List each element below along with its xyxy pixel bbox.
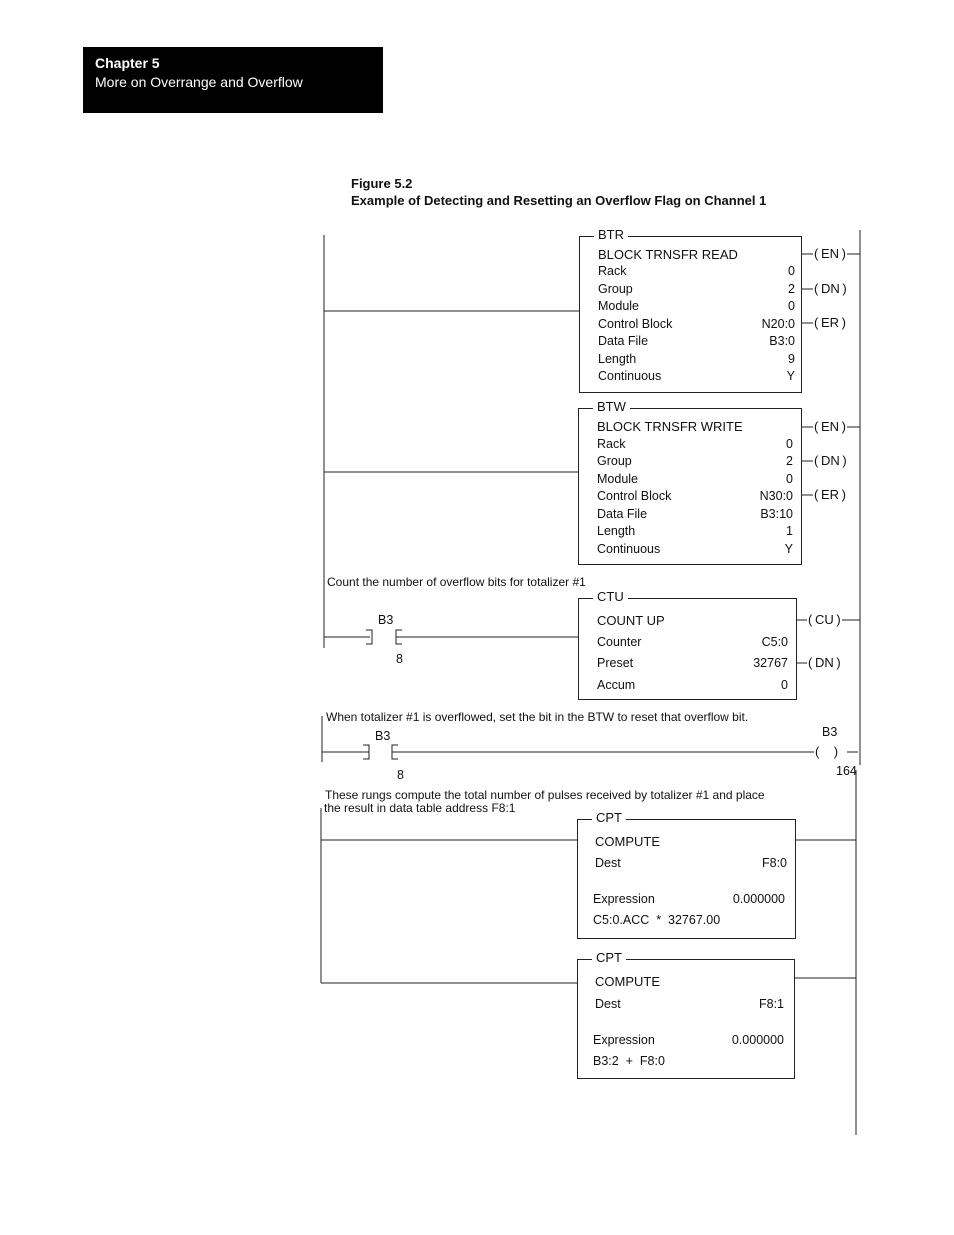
ctu-row-value: 0 xyxy=(781,678,788,692)
figure-caption: Example of Detecting and Resetting an Overflow Flag on Channel 1 xyxy=(351,193,767,208)
btr-row-label: Data File xyxy=(598,334,649,348)
cpt-block xyxy=(577,810,796,939)
btw-tag: BTW xyxy=(593,399,630,414)
btw-dn-coil: ( DN ) xyxy=(814,453,847,468)
cpt-name: COMPUTE xyxy=(595,834,660,849)
coil-label: CU xyxy=(814,612,834,627)
btw-er-coil: ( ER ) xyxy=(814,487,846,502)
btr-dn-coil: ( DN ) xyxy=(814,281,847,296)
btw-name: BLOCK TRNSFR WRITE xyxy=(597,419,743,434)
contact-address: B3 xyxy=(378,613,394,627)
ctu-tag: CTU xyxy=(593,589,628,604)
cpt-expression-label: Expression xyxy=(593,1033,655,1047)
btw-row-label: Group xyxy=(597,454,632,468)
chapter-subtitle: More on Overrange and Overflow xyxy=(95,74,303,90)
cpt-dest-value: F8:1 xyxy=(758,997,784,1011)
btw-block xyxy=(578,399,802,565)
rung-comment: the result in data table address F8:1 xyxy=(324,801,516,815)
cpt-block xyxy=(577,950,795,1079)
btw-row-value: N30:0 xyxy=(759,489,793,503)
btr-row-label: Rack xyxy=(598,264,627,278)
btr-er-coil: ( ER ) xyxy=(814,315,846,330)
cpt-expression: C5:0.ACC * 32767.00 xyxy=(593,913,721,927)
contact-bit: 8 xyxy=(397,768,404,782)
btr-row-label: Module xyxy=(598,299,639,313)
btw-row-label: Control Block xyxy=(597,489,672,503)
cpt-expression-label: Expression xyxy=(593,892,655,906)
output-coil: ( ) xyxy=(815,744,839,759)
btr-name: BLOCK TRNSFR READ xyxy=(598,247,738,262)
btr-row-value: N20:0 xyxy=(761,317,795,331)
cpt-expression-value: 0.000000 xyxy=(731,1033,784,1047)
coil-bit: 164 xyxy=(836,764,857,778)
ctu-row-label: Counter xyxy=(597,635,642,649)
rung-comment: These rungs compute the total number of pulses received by totalizer #1 and place xyxy=(325,788,765,802)
btr-row-value: B3:0 xyxy=(769,334,795,348)
contact-address: B3 xyxy=(375,729,391,743)
btr-row-label: Continuous xyxy=(598,369,662,383)
btr-row-label: Length xyxy=(598,352,637,366)
figure-number: Figure 5.2 xyxy=(351,176,413,191)
coil-label: EN xyxy=(820,419,839,434)
btw-row-label: Data File xyxy=(597,507,648,521)
btw-row-value: 0 xyxy=(786,472,793,486)
ctu-row-label: Preset xyxy=(597,656,634,670)
ctu-name: COUNT UP xyxy=(597,613,665,628)
btr-row-value: 9 xyxy=(788,352,795,366)
btw-row-label: Length xyxy=(597,524,636,538)
btw-row-value: 0 xyxy=(786,437,793,451)
cpt-tag: CPT xyxy=(592,950,626,965)
ctu-row-value: 32767 xyxy=(753,656,788,670)
cpt-dest-value: F8:0 xyxy=(761,856,787,870)
cpt-name: COMPUTE xyxy=(595,974,660,989)
coil-label: ER xyxy=(820,315,839,330)
btw-row-label: Module xyxy=(597,472,638,486)
btr-block xyxy=(579,227,802,393)
btr-row-value: 0 xyxy=(788,264,795,278)
btr-tag: BTR xyxy=(594,227,628,242)
coil-label: DN xyxy=(820,281,840,296)
ctu-block xyxy=(578,589,797,700)
btr-row-value: 2 xyxy=(788,282,795,296)
btw-row-label: Continuous xyxy=(597,542,661,556)
coil-label: DN xyxy=(814,655,834,670)
cpt-expression: B3:2 + F8:0 xyxy=(593,1054,665,1068)
btr-en-coil: ( EN ) xyxy=(814,246,846,261)
cpt-dest-label: Dest xyxy=(595,856,621,870)
rung-comment: Count the number of overflow bits for totalizer #1 xyxy=(327,575,586,589)
contact-bit: 8 xyxy=(396,652,403,666)
rung-comment: When totalizer #1 is overflowed, set the bit in the BTW to reset that overflow bit. xyxy=(326,710,749,724)
cpt-expression-value: 0.000000 xyxy=(732,892,785,906)
btw-row-value: 1 xyxy=(786,524,793,538)
btr-row-value: Y xyxy=(786,369,795,383)
btw-row-value: B3:10 xyxy=(760,507,793,521)
coil-label: EN xyxy=(820,246,839,261)
btw-row-value: 2 xyxy=(786,454,793,468)
ctu-row-value: C5:0 xyxy=(761,635,788,649)
btw-row-label: Rack xyxy=(597,437,626,451)
ctu-cu-coil: ( CU ) xyxy=(808,612,841,627)
btw-row-value: Y xyxy=(784,542,793,556)
btr-row-label: Control Block xyxy=(598,317,673,331)
coil-label: ER xyxy=(820,487,839,502)
cpt-dest-label: Dest xyxy=(595,997,621,1011)
btw-en-coil: ( EN ) xyxy=(814,419,846,434)
ctu-row-label: Accum xyxy=(597,678,636,692)
coil-label: DN xyxy=(820,453,840,468)
btr-row-value: 0 xyxy=(788,299,795,313)
chapter-number: Chapter 5 xyxy=(95,55,160,71)
btr-row-label: Group xyxy=(598,282,633,296)
cpt-tag: CPT xyxy=(592,810,626,825)
ctu-dn-coil: ( DN ) xyxy=(808,655,841,670)
coil-address: B3 xyxy=(822,725,838,739)
